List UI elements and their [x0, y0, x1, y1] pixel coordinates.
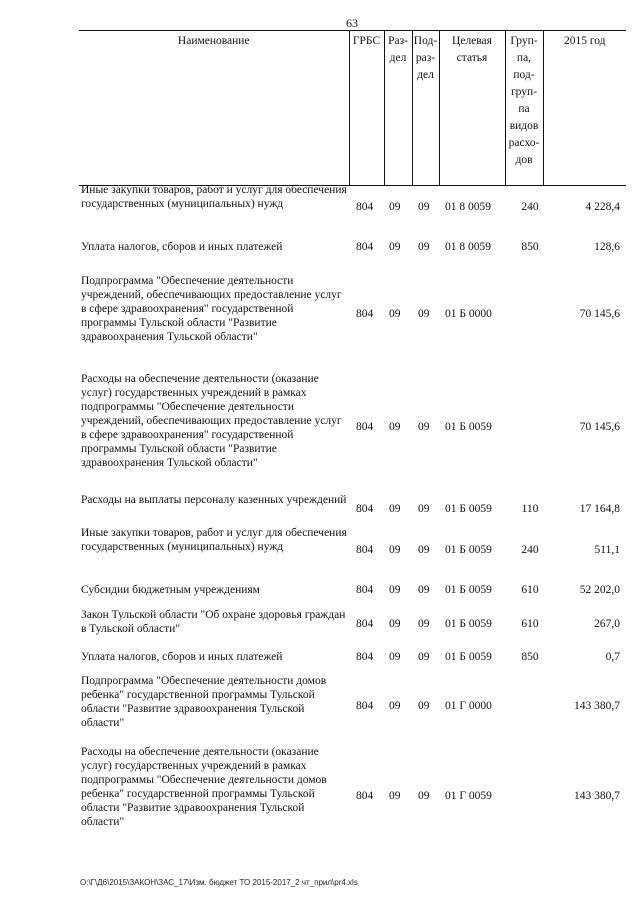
row-podrazdel: 09: [418, 241, 430, 253]
header-year: 2015 год: [543, 31, 626, 186]
row-name: Закон Тульской области "Об охране здоровья граждан в Тульской области": [81, 609, 346, 635]
row-razdel: 09: [389, 241, 401, 253]
row-name: Расходы на выплаты персоналу казенных учреждений: [81, 494, 347, 506]
row-amount: 4 228,4: [585, 201, 620, 213]
row-razdel: 09: [389, 544, 401, 556]
row-name: Уплата налогов, сборов и иных платежей: [81, 241, 283, 253]
table-header: [79, 30, 626, 186]
row-grbs: 804: [356, 308, 374, 320]
row-vid: 850: [521, 241, 539, 253]
row-vid: 610: [521, 584, 539, 596]
row-name: Расходы на обеспечение деятельности (оказание услуг) государственных учреждений в рамках подпрограммы "Обеспечение деятельности учреждений, обеспечивающих предоставление услуг в сфере здравоохранения" государственной программы Тульской области "Развитие здравоохранения Тульской области": [81, 373, 342, 469]
row-podrazdel: 09: [418, 308, 430, 320]
header-razdel: Раз- дел: [384, 31, 412, 186]
row-razdel: 09: [389, 700, 401, 712]
row-name: Иные закупки товаров, работ и услуг для обеспечения государственных (муниципальных) нужд: [81, 527, 347, 553]
row-grbs: 804: [356, 700, 374, 712]
row-name: Иные закупки товаров, работ и услуг для обеспечения государственных (муниципальных) нужд: [81, 184, 347, 210]
row-name: Субсидии бюджетным учреждениям: [81, 584, 260, 596]
row-vid: 610: [521, 618, 539, 630]
row-razdel: 09: [389, 201, 401, 213]
row-grbs: 804: [356, 241, 374, 253]
row-amount: 0,7: [605, 651, 620, 663]
row-razdel: 09: [389, 421, 401, 433]
row-amount: 267,0: [594, 618, 620, 630]
row-razdel: 09: [389, 651, 401, 663]
row-amount: 17 164,8: [579, 503, 620, 515]
row-amount: 70 145,6: [579, 421, 620, 433]
row-grbs: 804: [356, 790, 374, 802]
row-name: Уплата налогов, сборов и иных платежей: [81, 651, 283, 663]
row-vid: 850: [521, 651, 539, 663]
row-grbs: 804: [356, 618, 374, 630]
header-podrazdel: Под- раз- дел: [412, 31, 439, 186]
row-podrazdel: 09: [418, 700, 430, 712]
row-vid: 240: [521, 201, 539, 213]
row-celevaya: 01 Б 0000: [445, 308, 492, 320]
row-podrazdel: 09: [418, 503, 430, 515]
row-amount: 70 145,6: [579, 308, 620, 320]
row-amount: 128,6: [594, 241, 620, 253]
row-razdel: 09: [389, 503, 401, 515]
row-celevaya: 01 Г 0000: [445, 700, 492, 712]
row-celevaya: 01 8 0059: [445, 241, 491, 253]
row-amount: 52 202,0: [579, 584, 620, 596]
row-celevaya: 01 Б 0059: [445, 618, 492, 630]
row-podrazdel: 09: [418, 201, 430, 213]
row-grbs: 804: [356, 584, 374, 596]
header-grbs: ГРБС: [349, 31, 384, 186]
row-razdel: 09: [389, 790, 401, 802]
row-podrazdel: 09: [418, 544, 430, 556]
row-podrazdel: 09: [418, 584, 430, 596]
row-celevaya: 01 Б 0059: [445, 544, 492, 556]
header-name: Наименование: [79, 31, 349, 186]
row-razdel: 09: [389, 618, 401, 630]
row-podrazdel: 09: [418, 790, 430, 802]
row-celevaya: 01 Г 0059: [445, 790, 492, 802]
row-amount: 143 380,7: [574, 700, 620, 712]
page-number: 63: [346, 16, 358, 30]
header-vid: Груп- па, под- груп- па видов расхо- дов: [505, 31, 543, 186]
row-name: Подпрограмма "Обеспечение деятельности учреждений, обеспечивающих предоставление услуг в сфере здравоохранения" государственной программы Тульской области "Развитие здравоохранения Тульской области": [81, 275, 342, 343]
row-celevaya: 01 Б 0059: [445, 584, 492, 596]
row-podrazdel: 09: [418, 618, 430, 630]
row-vid: 110: [521, 503, 539, 515]
row-grbs: 804: [356, 201, 374, 213]
header-celevaya: Целевая статья: [439, 31, 505, 186]
row-name: Расходы на обеспечение деятельности (оказание услуг) государственных учреждений в рамках подпрограммы "Обеспечение деятельности домов ребенка" государственной программы Тульской области "Развитие здравоохранения Тульской области": [81, 746, 327, 828]
row-celevaya: 01 Б 0059: [445, 421, 492, 433]
row-vid: 240: [521, 544, 539, 556]
row-name: Подпрограмма "Обеспечение деятельности домов ребенка" государственной программы Тульской области "Развитие здравоохранения Тульской области": [81, 675, 327, 729]
row-celevaya: 01 Б 0059: [445, 651, 492, 663]
row-grbs: 804: [356, 421, 374, 433]
row-razdel: 09: [389, 584, 401, 596]
row-amount: 511,1: [594, 544, 620, 556]
row-grbs: 804: [356, 503, 374, 515]
row-grbs: 804: [356, 544, 374, 556]
row-grbs: 804: [356, 651, 374, 663]
row-podrazdel: 09: [418, 651, 430, 663]
row-celevaya: 01 8 0059: [445, 201, 491, 213]
row-podrazdel: 09: [418, 421, 430, 433]
row-razdel: 09: [389, 308, 401, 320]
row-celevaya: 01 Б 0059: [445, 503, 492, 515]
file-path-footer: O:\Г\Д6\2015\ЗАКОН\ЗАС_17\Изм. бюджет ТО 2015-2017_2 чт_прил\pr4.xls: [80, 878, 358, 887]
row-amount: 143 380,7: [574, 790, 620, 802]
